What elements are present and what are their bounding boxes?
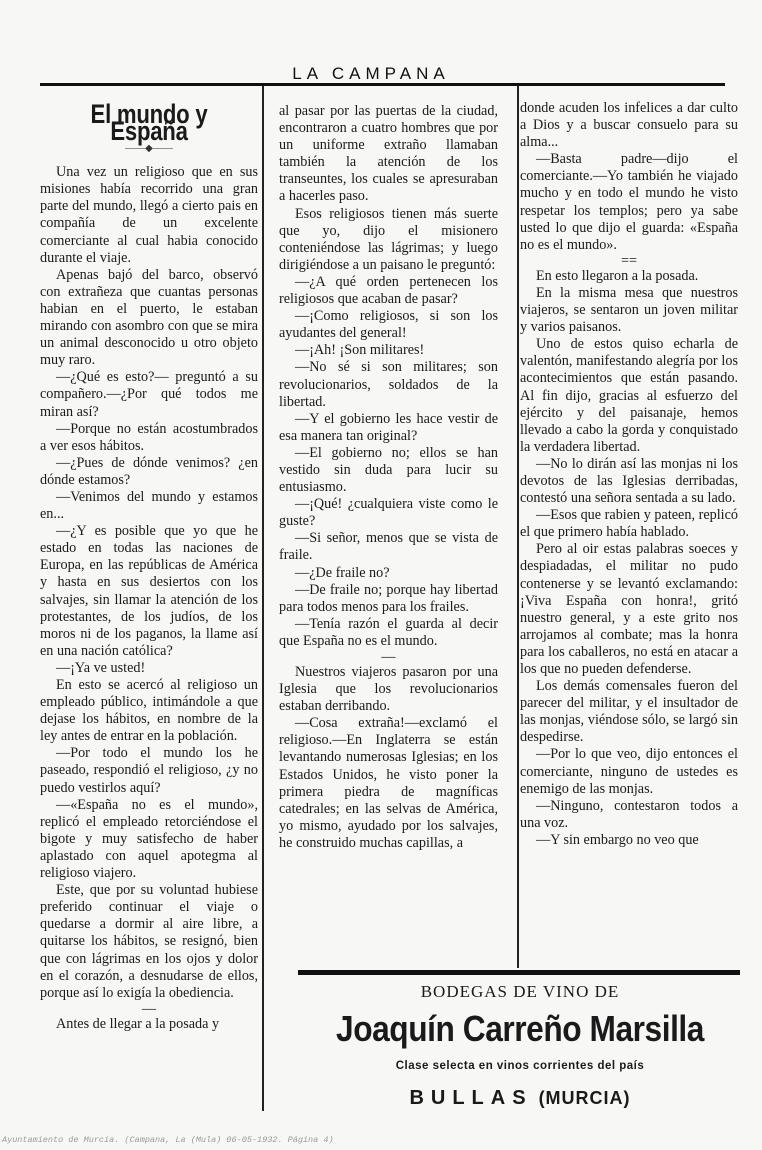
ad-province: (MURCIA): [538, 1088, 631, 1108]
column-divider-right: [517, 86, 519, 968]
section-separator: ==: [620, 252, 637, 269]
paragraph: —Tenía razón el guarda al decir que España no es el mundo.: [279, 615, 498, 649]
paragraph: —«España no es el mundo», replicó el empleado retorciéndose el bigote y muy satisfecho de haber aplastado con aquel apotegma al religioso viajero.: [40, 796, 258, 882]
paragraph: —¿Pues de dónde venimos? ¿en dónde estamos?: [40, 454, 258, 488]
paragraph: —Esos que rabien y pateen, replicó el que primero había hablado.: [520, 507, 738, 541]
paragraph: En esto llegaron a la posada.: [536, 267, 699, 284]
paragraph: Antes de llegar a la posada y: [56, 1015, 220, 1032]
paragraph: —Cosa extraña!—exclamó el religioso.—En Inglaterra se están levantando numerosas Iglesias; en los Estados Unidos, he visto poner la primera piedra de magníficas catedrales; en las selvas de América, yo mismo, ayudado por los salvajes, he construido muchas capillas, a: [279, 715, 498, 851]
column-divider-left: [262, 86, 264, 1111]
paragraph: —Ninguno, contestaron todos a una voz.: [520, 797, 738, 831]
paragraph: Uno de estos quiso echarla de valentón, manifestando alegría por los acontecimientos que están pasando. Al fin dijo, gracias al esfuerzo del ejército y del paisanaje, hemos llevado a cabo la gorda y conquistado la verdadera libertad.: [520, 336, 738, 455]
paragraph: —Y el gobierno les hace vestir de esa manera tan original?: [279, 410, 498, 444]
paragraph: Este, que por su voluntad hubiese preferido continuar el viaje o quedarse a dormir al aire libre, a quitarse los hábitos, se resignó, bien que con lágrimas en los ojos y dolor en el corazón, a desnudarse de ellos, porque así lo exigía la obediencia.: [40, 882, 258, 1001]
paragraph: —Basta padre—dijo el comerciante.—Yo también he viajado mucho y en todo el mundo he visto respetar los templos; pero ya sabe usted lo que dijo el guarda: «España no es el mundo».: [520, 151, 738, 253]
paragraph: —De fraile no; porque hay libertad para todos menos para los frailes.: [279, 581, 498, 615]
paragraph: —Venimos del mundo y estamos en...: [40, 488, 258, 523]
paragraph: —No sé si son militares; son revolucionarios, soldados de la libertad.: [279, 359, 498, 410]
ad-location: [290, 1087, 750, 1110]
masthead: [0, 64, 762, 84]
ad-tagline: Clase selecta en vinos corrientes del país: [395, 1060, 645, 1072]
article-column-3: [520, 100, 738, 849]
paragraph: Una vez un religioso que en sus misiones había recorrido una gran parte del mundo, llegó a cierto pais en compañía de un excelente comerciante al cual habia conocido durante el viaje.: [40, 164, 258, 266]
paragraph: —¿Qué es esto?— preguntó a su compañero.—¿Por qué todos me miran así?: [40, 369, 258, 420]
paragraph: —No lo dirán así las monjas ni los devotos de las Iglesias derribadas, contestó una señora sentada a su lado.: [520, 455, 738, 507]
paragraph: —¿De fraile no?: [295, 564, 390, 581]
paragraph: Esos religiosos tienen más suerte que yo, dijo el misionero conteniéndose las lágrimas; y luego dirigiéndose a un paisano le preguntó:: [279, 205, 498, 273]
paragraph: —¿Y es posible que yo que he estado en todas las naciones de Europa, en las repúblicas de América y hasta en sus desiertos con los salvajes, sin llamar la atención de los protestantes, de los judíos, de los moros ni de los paganos, la llame así en una nación católica?: [40, 523, 258, 659]
paragraph: —Por lo que veo, dijo entonces el comerciante, ninguno de ustedes es enemigo de las monjas.: [520, 746, 738, 797]
paragraph: —Si señor, menos que se vista de fraile.: [279, 530, 498, 564]
archive-footer: Ayuntamiento de Murcia. (Campana, La (Mula) 06-05-1932. Página 4): [2, 1135, 334, 1145]
section-separator: —: [141, 1000, 157, 1017]
paragraph: En la misma mesa que nuestros viajeros, se sentaron un joven militar y varios paisanos.: [520, 284, 738, 336]
paragraph: —Porque no están acostumbrados a ver esos hábitos.: [40, 420, 258, 454]
paragraph: En esto se acercó al religioso un empleado público, intimándole a que dejase los hábitos, en nombre de la ley antes de entrar en la población.: [40, 677, 258, 745]
paragraph: —Por todo el mundo los he paseado, respondió el religioso, ¿y no puedo vestirlos aquí?: [40, 745, 258, 796]
paragraph: Pero al oir estas palabras soeces y despiadadas, el militar no pudo contenerse y se levantó exclamando: ¡Viva España con honra!, gritó nuestro general, y a este grito nos arrojamos al combate; mas la honra para los caballeros, no está en atacar a los que no pueden defenderse.: [520, 541, 738, 677]
paragraph: —¡Como religiosos, si son los ayudantes del general!: [279, 308, 498, 342]
ad-heading: BODEGAS DE VINO DE: [420, 982, 620, 1001]
paragraph: Nuestros viajeros pasaron por una Iglesia que los revolucionarios estaban derribando.: [279, 664, 498, 715]
paragraph: —El gobierno no; ellos se han vestido sin duda para lucir su entusiasmo.: [279, 444, 498, 496]
paragraph: Los demás comensales fueron del parecer del militar, y el insultador de las monjas, viéndose sólo, se largó sin despedirse.: [520, 678, 738, 746]
paragraph: —Y sin embargo no veo que: [536, 831, 699, 848]
paragraph: —¡Ya ve usted!: [56, 659, 146, 676]
paragraph: —¿A qué orden pertenecen los religiosos que acaban de pasar?: [279, 273, 498, 308]
paragraph: al pasar por las puertas de la ciudad, encontraron a cuatro hombres que por un uniforme extraño llamaban también la atención de los transeuntes, los cuales se apresuraban a hacerles paso.: [279, 103, 498, 205]
article-column-1: [40, 100, 258, 1033]
article-title: El mundo y España: [90, 99, 208, 147]
masthead-rule: [40, 83, 725, 86]
masthead-title: LA CAMPANA: [292, 64, 450, 83]
ad-town: BULLAS: [409, 1087, 533, 1109]
paragraph: Apenas bajó del barco, observó con extrañeza que cuantas personas habian en el puerto, le estaban mirando con asombro con que se mira un animal desconocido u otro objeto muy raro.: [40, 266, 258, 369]
title-ornament: ——◆——: [125, 143, 173, 155]
article-column-2: [279, 103, 498, 852]
paragraph: donde acuden los infelices a dar culto a Dios y a buscar consuelo para su alma...: [520, 100, 738, 151]
advertisement-rule: [298, 970, 740, 975]
ad-business-name: Joaquín Carreño Marsilla: [336, 1008, 704, 1049]
paragraph: —¡Ah! ¡Son militares!: [295, 342, 425, 359]
section-separator: —: [381, 649, 396, 665]
paragraph: —¡Qué! ¿cualquiera viste como le guste?: [279, 496, 498, 530]
